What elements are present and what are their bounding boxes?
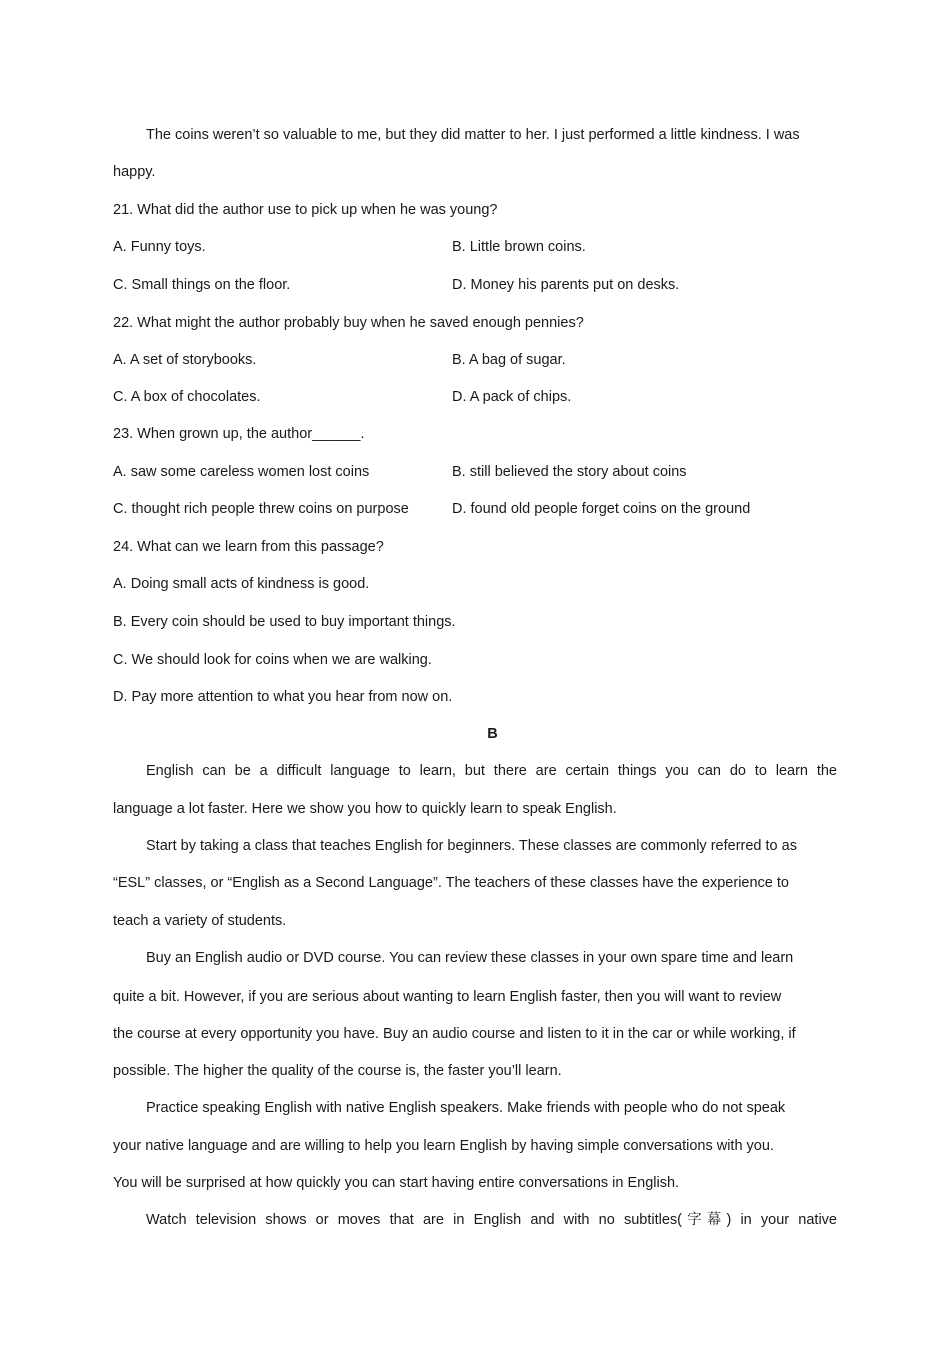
passage-b-line: You will be surprised at how quickly you can start having entire conversations in English. xyxy=(113,1175,680,1191)
question-option: D. A pack of chips. xyxy=(452,389,572,405)
section-heading: B xyxy=(487,726,498,742)
question-option: A. Doing small acts of kindness is good. xyxy=(113,576,370,592)
question-option: C. A box of chocolates. xyxy=(113,389,261,405)
passage-b-line: your native language and are willing to help you learn English by having simple conversations with you. xyxy=(113,1138,774,1154)
passage-b-line: possible. The higher the quality of the course is, the faster you’ll learn. xyxy=(113,1063,562,1079)
passage-b-line: “ESL” classes, or “English as a Second Language”. The teachers of these classes have the experience to xyxy=(113,875,789,891)
question-option: B. Every coin should be used to buy important things. xyxy=(113,614,456,630)
passage-b-line: Practice speaking English with native English speakers. Make friends with people who do not speak xyxy=(146,1100,786,1116)
question-option: C. We should look for coins when we are walking. xyxy=(113,652,432,668)
passage-b-line: quite a bit. However, if you are serious about wanting to learn English faster, then you will want to review xyxy=(113,989,782,1005)
question-stem: 24. What can we learn from this passage? xyxy=(113,539,384,555)
question-option: A. A set of storybooks. xyxy=(113,352,257,368)
question-option: B. Little brown coins. xyxy=(452,239,586,255)
question-stem: 23. When grown up, the author______. xyxy=(113,426,365,442)
question-option: D. Money his parents put on desks. xyxy=(452,277,680,293)
passage-a-line: The coins weren’t so valuable to me, but they did matter to her. I just performed a little kindness. I was xyxy=(146,127,800,143)
passage-b-line: Watch television shows or moves that are in English and with no subtitles(字幕) in your native xyxy=(146,1212,837,1228)
passage-a-line: happy. xyxy=(113,164,156,180)
question-option: A. Funny toys. xyxy=(113,239,206,255)
question-option: D. Pay more attention to what you hear from now on. xyxy=(113,689,453,705)
question-option: A. saw some careless women lost coins xyxy=(113,464,370,480)
question-option: D. found old people forget coins on the ground xyxy=(452,501,751,517)
passage-b-line: Start by taking a class that teaches English for beginners. These classes are commonly referred to as xyxy=(146,838,797,854)
question-option: B. still believed the story about coins xyxy=(452,464,687,480)
passage-b-line: Buy an English audio or DVD course. You can review these classes in your own spare time and learn xyxy=(146,950,794,966)
question-stem: 21. What did the author use to pick up when he was young? xyxy=(113,202,498,218)
question-option: C. Small things on the floor. xyxy=(113,277,291,293)
passage-b-line: the course at every opportunity you have. Buy an audio course and listen to it in the car or while working, if xyxy=(113,1026,796,1042)
question-stem: 22. What might the author probably buy when he saved enough pennies? xyxy=(113,315,584,331)
passage-b-line: language a lot faster. Here we show you how to quickly learn to speak English. xyxy=(113,801,617,817)
passage-b-line: teach a variety of students. xyxy=(113,913,287,929)
question-option: B. A bag of sugar. xyxy=(452,352,566,368)
question-option: C. thought rich people threw coins on purpose xyxy=(113,501,409,517)
passage-b-line: English can be a difficult language to learn, but there are certain things you can do to learn the xyxy=(146,763,837,779)
